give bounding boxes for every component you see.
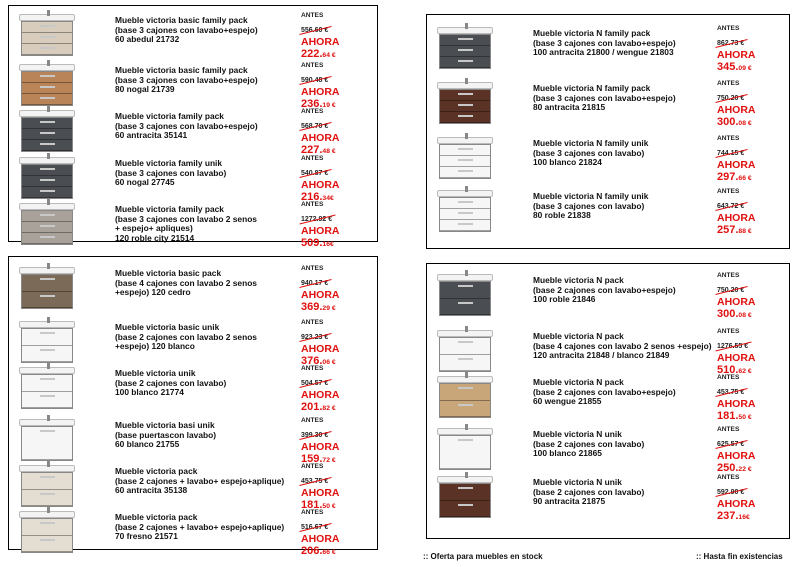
new-price-integer: 222. (301, 48, 323, 60)
antes-label: ANTES (717, 80, 740, 87)
vanity-cabinet-image (17, 203, 77, 245)
ahora-label: AHORA (717, 159, 756, 171)
vanity-cabinet-image (435, 476, 495, 518)
price-block (301, 319, 371, 369)
product-item (9, 263, 377, 313)
new-price-integer: 345. (717, 61, 739, 73)
ahora-label: AHORA (301, 343, 340, 355)
ahora-label: AHORA (717, 498, 756, 510)
new-price (301, 401, 371, 415)
price-block (301, 463, 371, 513)
vanity-cabinet-image (17, 64, 77, 106)
price-block (717, 426, 787, 476)
price-block (301, 62, 371, 112)
product-description: Mueble victoria pack (base 2 cajones + lavabo+ espejo+aplique) 60 antracita 35138 (115, 466, 285, 496)
product-description: Mueble victoria N pack (base 4 cajones con lavabo 2 senos +espejo) 120 antracita 21848 / blanco 21849 (533, 331, 712, 361)
antes-label: ANTES (717, 328, 740, 335)
antes-label: ANTES (301, 12, 324, 19)
ahora-label: AHORA (301, 36, 340, 48)
vanity-cabinet-image (17, 14, 77, 56)
new-price-integer: 297. (717, 171, 739, 183)
ahora-label: AHORA (301, 533, 340, 545)
vanity-cabinet-image (435, 330, 495, 372)
old-price: 625.57 € (717, 441, 745, 448)
price-block (717, 80, 787, 130)
old-price: 1272.92 € (301, 216, 333, 223)
product-item (9, 415, 377, 465)
old-price: 940.17 € (301, 280, 329, 287)
price-block (717, 272, 787, 322)
old-price: 504.57 € (301, 380, 329, 387)
price-block (301, 155, 371, 205)
product-description: Mueble victoria family pack (base 3 cajones con lavabo 2 senos + espejo+ apliques) 120 roble city 21514 (115, 204, 257, 243)
new-price-integer: 181. (301, 499, 323, 511)
product-item (427, 326, 789, 376)
new-price-decimals: 34€ (322, 195, 334, 202)
new-price-integer: 376. (301, 355, 323, 367)
new-price-integer: 250. (717, 462, 739, 474)
new-price-decimals: 29 € (322, 305, 336, 312)
price-block (301, 417, 371, 467)
old-price: 590.48 € (301, 77, 329, 84)
new-price-decimals: 82 € (322, 405, 336, 412)
ahora-label: AHORA (301, 389, 340, 401)
product-item (427, 270, 789, 320)
product-description: Mueble victoria unik (base 2 cajones con lavabo) 100 blanco 21774 (115, 368, 227, 398)
antes-label: ANTES (301, 463, 324, 470)
catalog-panel-bottom-left (8, 256, 378, 557)
vanity-cabinet-image (435, 137, 495, 179)
product-item (9, 461, 377, 511)
new-price-integer: 257. (717, 224, 739, 236)
antes-label: ANTES (301, 108, 324, 115)
vanity-cabinet-image (435, 428, 495, 470)
new-price-decimals: 48 € (322, 148, 336, 155)
old-price: 453.75 € (717, 389, 745, 396)
product-item (427, 424, 789, 474)
new-price-integer: 509. (301, 237, 323, 249)
ahora-label: AHORA (717, 398, 756, 410)
vanity-cabinet-image (17, 367, 77, 409)
product-description: Mueble victoria N unik (base 2 cajones con lavabo) 100 blanco 21865 (533, 429, 645, 459)
vanity-cabinet-image (435, 376, 495, 418)
new-price (717, 171, 787, 185)
new-price-decimals: 16€ (738, 514, 750, 521)
product-description: Mueble victoria basic unik (base 2 cajones con lavabo 2 senos +espejo) 120 blanco (115, 322, 257, 352)
product-item (9, 507, 377, 557)
new-price (301, 237, 371, 251)
product-item (427, 372, 789, 422)
new-price-decimals: 50 € (738, 414, 752, 421)
antes-label: ANTES (717, 272, 740, 279)
old-price: 923.23 € (301, 334, 329, 341)
ahora-label: AHORA (301, 225, 340, 237)
product-description: Mueble victoria N pack (base 2 cajones con lavabo+espejo) 60 wengue 21855 (533, 377, 676, 407)
old-price: 1276.55 € (717, 343, 749, 350)
old-price: 744.15 € (717, 150, 745, 157)
new-price-decimals: 72 € (322, 457, 336, 464)
antes-label: ANTES (301, 417, 324, 424)
product-item (427, 133, 789, 183)
new-price-integer: 237. (717, 510, 739, 522)
new-price-integer: 369. (301, 301, 323, 313)
vanity-cabinet-image (435, 190, 495, 232)
old-price: 750.20 € (717, 95, 745, 102)
product-description: Mueble victoria family unik (base 3 cajones con lavabo) 60 nogal 27745 (115, 158, 227, 188)
product-description: Mueble victoria family pack (base 3 cajones con lavabo+espejo) 60 antracita 35141 (115, 111, 258, 141)
new-price-integer: 181. (717, 410, 739, 422)
antes-label: ANTES (717, 374, 740, 381)
old-price: 516.67 € (301, 524, 329, 531)
antes-label: ANTES (717, 135, 740, 142)
new-price-decimals: 06 € (322, 359, 336, 366)
vanity-cabinet-image (17, 321, 77, 363)
ahora-label: AHORA (301, 487, 340, 499)
new-price-decimals: 16€ (322, 241, 334, 248)
ahora-label: AHORA (717, 104, 756, 116)
vanity-cabinet-image (435, 274, 495, 316)
vanity-cabinet-image (435, 27, 495, 69)
antes-label: ANTES (301, 62, 324, 69)
price-block (717, 188, 787, 238)
antes-label: ANTES (717, 474, 740, 481)
price-block (717, 25, 787, 75)
antes-label: ANTES (301, 365, 324, 372)
catalog-panel-bottom-right (426, 263, 790, 539)
product-description: Mueble victoria basic pack (base 4 cajones con lavabo 2 senos +espejo) 120 cedro (115, 268, 257, 298)
vanity-cabinet-image (17, 511, 77, 553)
vanity-cabinet-image (17, 419, 77, 461)
product-description: Mueble victoria N family pack (base 3 cajones con lavabo+espejo) 100 antracita 21800 / wengue 21803 (533, 28, 676, 58)
new-price (301, 545, 371, 559)
price-block (301, 12, 371, 62)
vanity-cabinet-image (435, 82, 495, 124)
new-price-integer: 227. (301, 144, 323, 156)
antes-label: ANTES (301, 509, 324, 516)
product-item (9, 317, 377, 367)
new-price (717, 410, 787, 424)
new-price (717, 116, 787, 130)
new-price-integer: 300. (717, 308, 739, 320)
old-price: 399.30 € (301, 432, 329, 439)
new-price-integer: 206. (301, 545, 323, 557)
product-item (9, 10, 377, 60)
product-description: Mueble victoria basic family pack (base 3 cajones con lavabo+espejo) 60 abedul 21732 (115, 15, 258, 45)
new-price (717, 308, 787, 322)
antes-label: ANTES (717, 188, 740, 195)
old-price: 453.75 € (301, 478, 329, 485)
product-description: Mueble victoria basic family pack (base 3 cajones con lavabo+espejo) 80 nogal 21739 (115, 65, 258, 95)
product-item (427, 472, 789, 522)
product-item (9, 363, 377, 413)
new-price-decimals: 66 € (738, 175, 752, 182)
new-price-decimals: 64 € (322, 52, 336, 59)
ahora-label: AHORA (717, 296, 756, 308)
antes-label: ANTES (301, 201, 324, 208)
new-price-decimals: 08 € (738, 120, 752, 127)
old-price: 540.87 € (301, 170, 329, 177)
new-price-decimals: 88 € (738, 228, 752, 235)
price-block (717, 328, 787, 378)
price-block (301, 201, 371, 251)
ahora-label: AHORA (301, 132, 340, 144)
old-price: 750.20 € (717, 287, 745, 294)
new-price-integer: 159. (301, 453, 323, 465)
product-item (427, 23, 789, 73)
catalog-panel-top-right (426, 14, 790, 249)
product-description: Mueble victoria basi unik (base puertascon lavabo) 60 blanco 21755 (115, 420, 216, 450)
new-price-decimals: 66 € (322, 549, 336, 556)
price-block (301, 365, 371, 415)
vanity-cabinet-image (17, 110, 77, 152)
catalog-panel-top-left (8, 5, 378, 249)
price-block (717, 135, 787, 185)
new-price-integer: 300. (717, 116, 739, 128)
price-block (301, 509, 371, 559)
product-item (427, 78, 789, 128)
product-item (9, 60, 377, 110)
product-item (9, 106, 377, 156)
vanity-cabinet-image (17, 157, 77, 199)
new-price-integer: 216. (301, 191, 323, 203)
product-description: Mueble victoria N family unik (base 3 cajones con lavabo) 100 blanco 21824 (533, 138, 649, 168)
price-block (301, 265, 371, 315)
product-description: Mueble victoria N pack (base 2 cajones con lavabo+espejo) 100 roble 21846 (533, 275, 676, 305)
old-price: 568.70 € (301, 123, 329, 130)
antes-label: ANTES (301, 155, 324, 162)
vanity-cabinet-image (17, 267, 77, 309)
ahora-label: AHORA (717, 49, 756, 61)
vanity-cabinet-image (17, 465, 77, 507)
ahora-label: AHORA (717, 450, 756, 462)
new-price-decimals: 09 € (738, 65, 752, 72)
ahora-label: AHORA (301, 289, 340, 301)
ahora-label: AHORA (301, 179, 340, 191)
new-price-integer: 201. (301, 401, 323, 413)
antes-label: ANTES (717, 426, 740, 433)
product-description: Mueble victoria N family unik (base 3 cajones con lavabo) 80 roble 21838 (533, 191, 649, 221)
new-price-decimals: 22 € (738, 466, 752, 473)
availability-note: :: Hasta fin existencias (696, 552, 783, 561)
new-price (717, 224, 787, 238)
old-price: 643.72 € (717, 203, 745, 210)
new-price-decimals: 08 € (738, 312, 752, 319)
product-description: Mueble victoria N unik (base 2 cajones con lavabo) 90 antracita 21875 (533, 477, 645, 507)
antes-label: ANTES (717, 25, 740, 32)
price-block (301, 108, 371, 158)
new-price-decimals: 50 € (322, 503, 336, 510)
product-description: Mueble victoria N family pack (base 3 cajones con lavabo+espejo) 80 antracita 21815 (533, 83, 676, 113)
price-block (717, 474, 787, 524)
new-price-integer: 236. (301, 98, 323, 110)
new-price-decimals: 19 € (322, 102, 336, 109)
new-price-integer: 510. (717, 364, 739, 376)
price-block (717, 374, 787, 424)
ahora-label: AHORA (717, 352, 756, 364)
antes-label: ANTES (301, 265, 324, 272)
old-price: 862.73 € (717, 40, 745, 47)
ahora-label: AHORA (301, 441, 340, 453)
old-price: 592.90 € (717, 489, 745, 496)
new-price (717, 510, 787, 524)
antes-label: ANTES (301, 319, 324, 326)
product-item (427, 186, 789, 236)
product-item (9, 199, 377, 249)
new-price (301, 301, 371, 315)
new-price-decimals: 62 € (738, 368, 752, 375)
stock-offer-note: :: Oferta para muebles en stock (423, 552, 543, 561)
new-price (717, 61, 787, 75)
ahora-label: AHORA (717, 212, 756, 224)
product-item (9, 153, 377, 203)
product-description: Mueble victoria pack (base 2 cajones + lavabo+ espejo+aplique) 70 fresno 21571 (115, 512, 285, 542)
old-price: 556.60 € (301, 27, 329, 34)
ahora-label: AHORA (301, 86, 340, 98)
